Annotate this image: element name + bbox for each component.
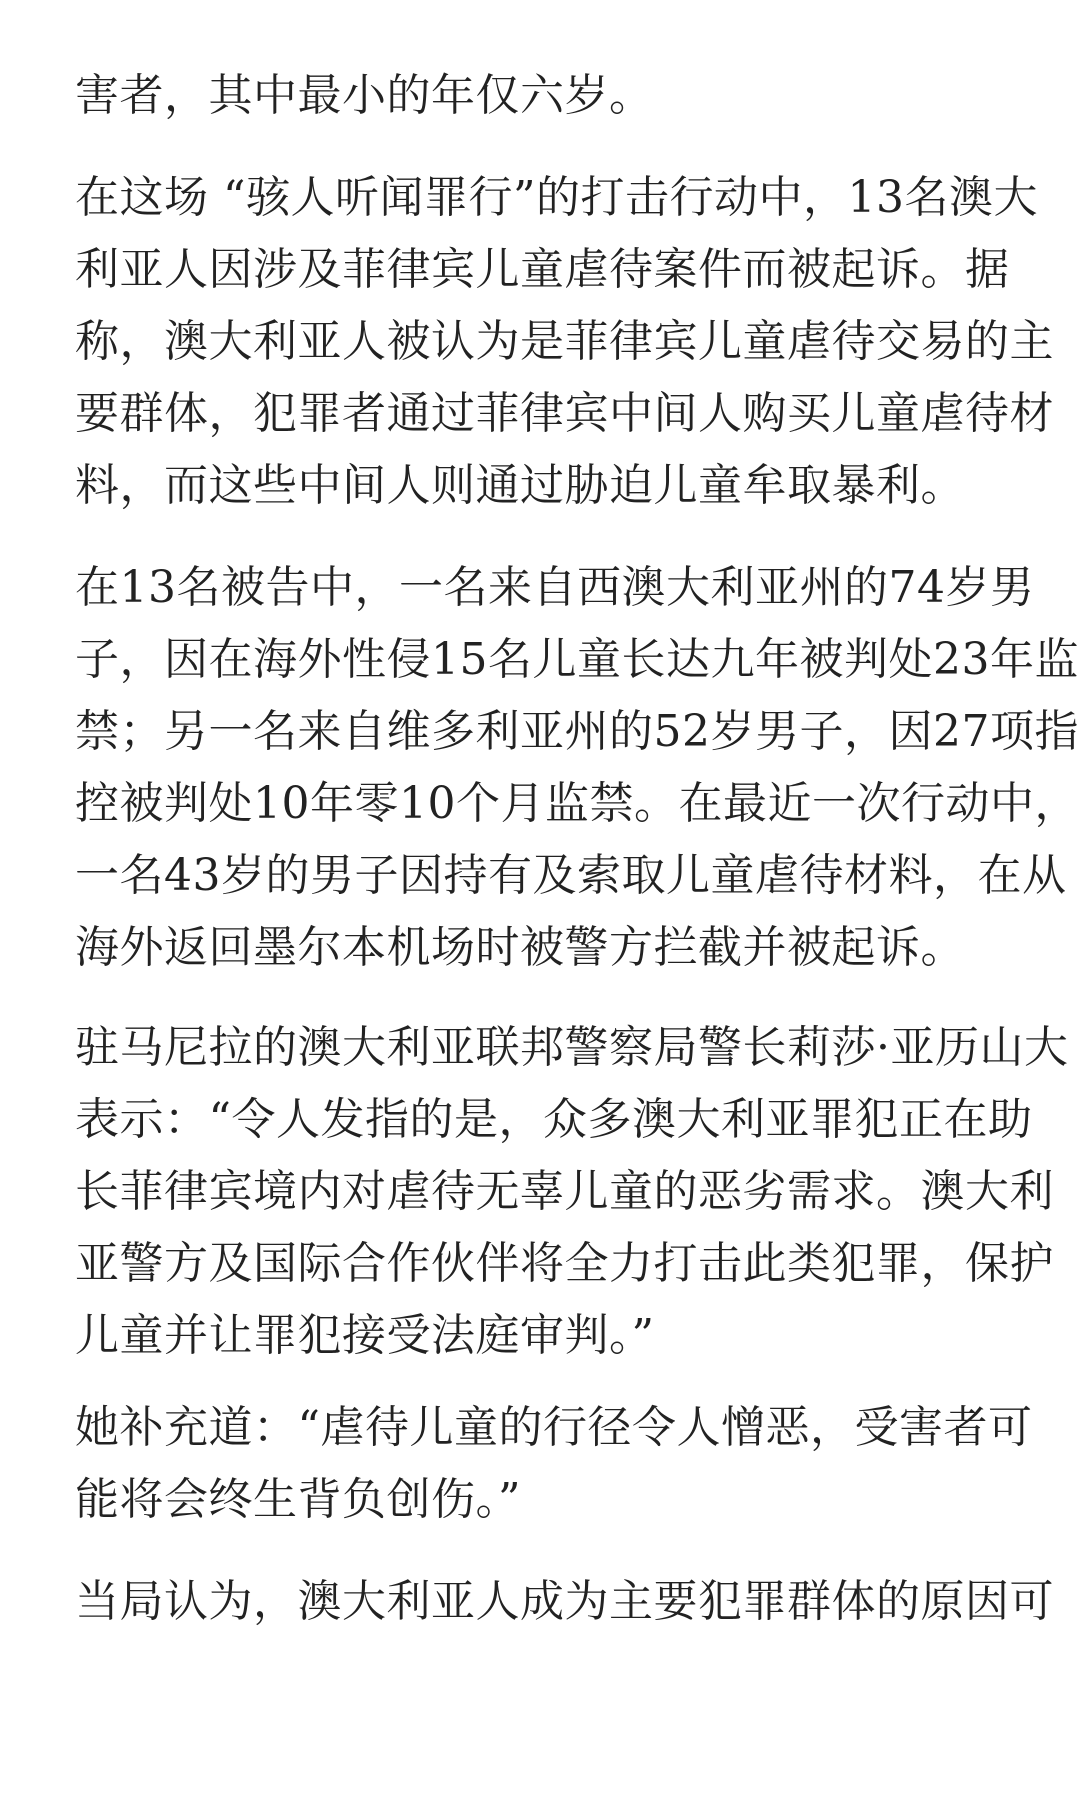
- text-line: 利亚人因涉及菲律宾儿童虐待案件而被起诉。据: [75, 244, 1010, 295]
- text-line: 亚警方及国际合作伙伴将全力打击此类犯罪，保护: [75, 1238, 1054, 1289]
- text-line: 称，澳大利亚人被认为是菲律宾儿童虐待交易的主: [75, 316, 1054, 367]
- paragraph-6: [75, 1566, 1054, 1638]
- paragraph-4: [75, 1012, 1069, 1372]
- text-line: 在这场 “骇人听闻罪行”的打击行动中，13名澳大: [75, 172, 1038, 223]
- text-line: 害者，其中最小的年仅六岁。: [75, 70, 654, 121]
- text-line: 一名43岁的男子因持有及索取儿童虐待材料，在从: [75, 850, 1067, 901]
- text-line: 表示：“令人发指的是，众多澳大利亚罪犯正在助: [75, 1094, 1033, 1145]
- text-line: 在13名被告中，一名来自西澳大利亚州的74岁男: [75, 562, 1035, 613]
- text-line: 料，而这些中间人则通过胁迫儿童牟取暴利。: [75, 460, 965, 511]
- text-line: 要群体，犯罪者通过菲律宾中间人购买儿童虐待材: [75, 388, 1054, 439]
- text-line: 能将会终生背负创伤。”: [75, 1474, 521, 1525]
- paragraph-2: [75, 162, 1054, 522]
- paragraph-5: [75, 1392, 1033, 1536]
- text-line: 长菲律宾境内对虐待无辜儿童的恶劣需求。澳大利: [75, 1166, 1054, 1217]
- article-body: [75, 60, 1079, 1638]
- text-line: 当局认为，澳大利亚人成为主要犯罪群体的原因可: [75, 1576, 1054, 1627]
- text-line: 子，因在海外性侵15名儿童长达九年被判处23年监: [75, 634, 1079, 685]
- paragraph-3: [75, 552, 1079, 984]
- paragraph-1: [75, 60, 1015, 132]
- text-line: 驻马尼拉的澳大利亚联邦警察局警长莉莎·亚历山大: [75, 1022, 1069, 1073]
- text-line: 她补充道：“虐待儿童的行径令人憎恶，受害者可: [75, 1402, 1033, 1453]
- text-line: 海外返回墨尔本机场时被警方拦截并被起诉。: [75, 922, 965, 973]
- text-line: 禁；另一名来自维多利亚州的52岁男子，因27项指: [75, 706, 1079, 757]
- text-line: 控被判处10年零10个月监禁。在最近一次行动中，: [75, 778, 1079, 829]
- text-line: 儿童并让罪犯接受法庭审判。”: [75, 1310, 655, 1361]
